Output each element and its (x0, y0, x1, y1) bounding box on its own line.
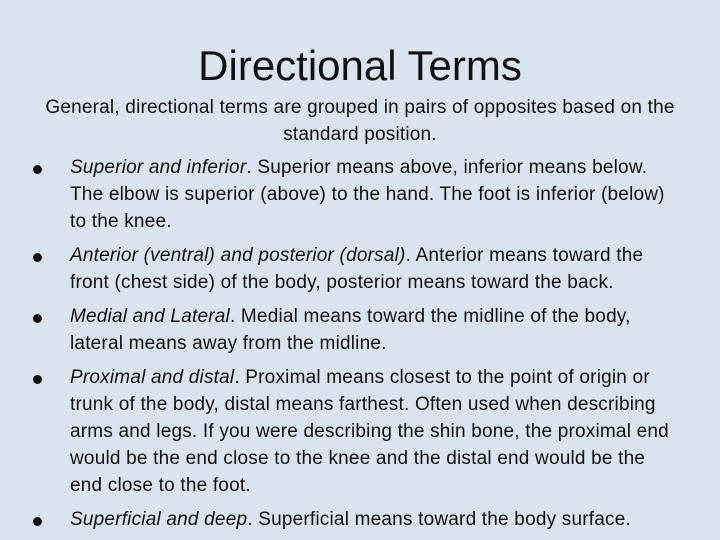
bullet-list (0, 154, 720, 540)
bullet-term: Superior and inferior (70, 157, 247, 178)
bullet-item (0, 303, 720, 357)
bullet-text: . Proximal means closest to the point of origin or trunk of the body, distal means farthest. Often used when describing arms and legs. If you were describing the shin bone, the proximal end would be the end close to the knee and the distal end would be the end close to the foot. (70, 367, 669, 496)
intro-text: General, directional terms are grouped in pairs of opposites based on the standard position. (45, 97, 675, 145)
bullet-icon (33, 517, 42, 526)
bullet-item (0, 364, 720, 499)
bullet-text: . Superior means above, inferior means below. The elbow is superior (above) to the hand. The foot is inferior (below) to the knee. (70, 157, 665, 232)
bullet-text: . Superficial means toward the body surface. (247, 509, 631, 530)
bullet-item (0, 242, 720, 296)
bullet-text: . Anterior means toward the front (chest side) of the body, posterior means toward the back. (70, 245, 644, 293)
bullet-text: . Medial means toward the midline of the body, lateral means away from the midline. (70, 306, 631, 354)
bullet-term: Superficial and deep (70, 509, 248, 530)
bullet-icon (33, 165, 42, 174)
bullet-icon (33, 253, 42, 262)
bullet-item (0, 154, 720, 235)
slide-title: Directional Terms (198, 42, 522, 89)
bullet-icon (33, 314, 42, 323)
bullet-icon (33, 375, 42, 384)
bullet-item (0, 506, 720, 533)
bullet-term: Anterior (ventral) and posterior (dorsal) (70, 245, 406, 266)
bullet-term: Proximal and distal (70, 367, 235, 388)
bullet-term: Medial and Lateral (70, 306, 230, 327)
